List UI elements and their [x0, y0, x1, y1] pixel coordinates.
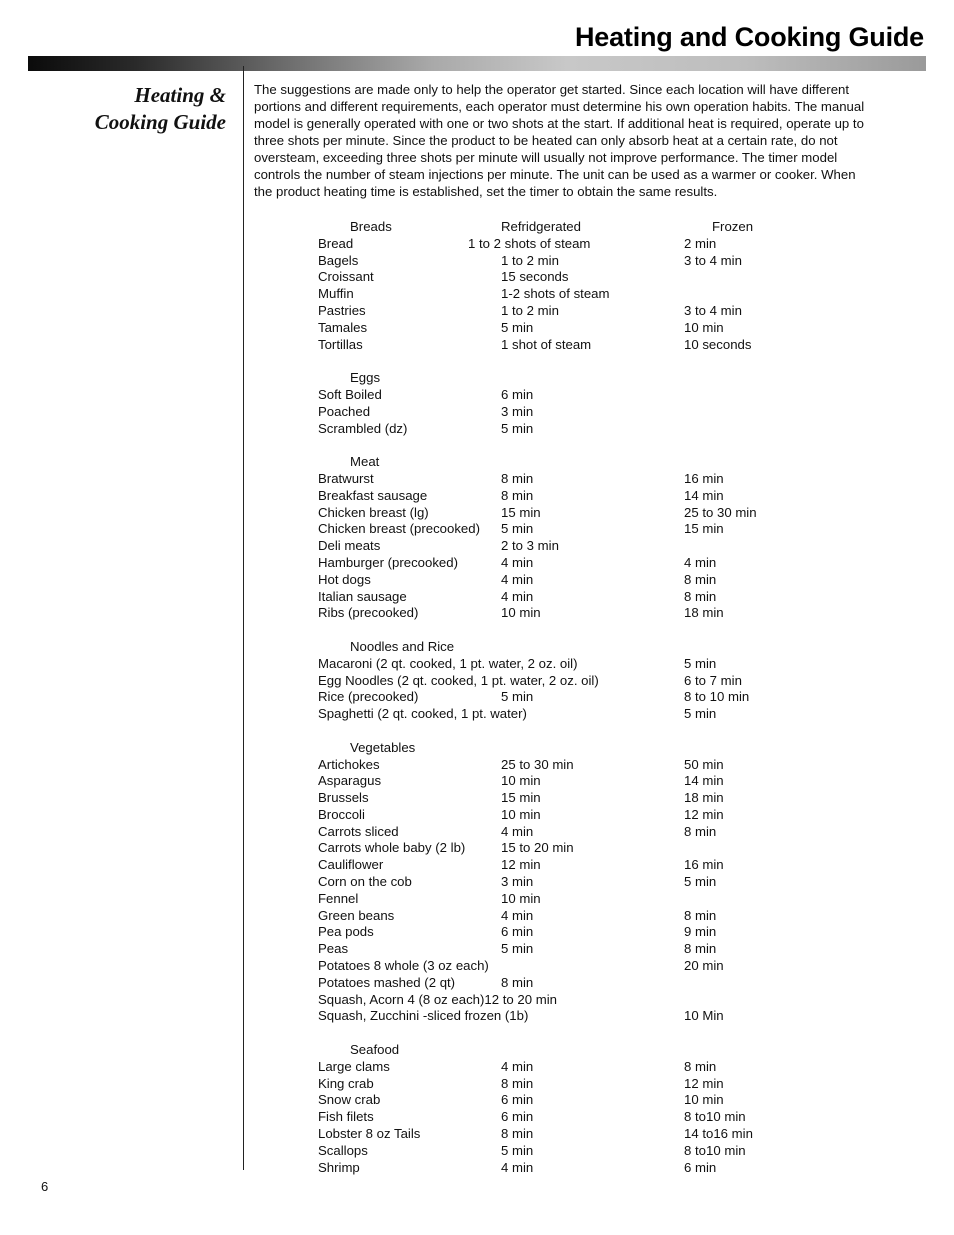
item-name: Bratwurst: [318, 470, 374, 486]
item-frozen: 8 min: [684, 907, 717, 923]
table-row: [318, 404, 918, 421]
item-frozen: 10 seconds: [684, 336, 752, 352]
item-name: Croissant: [318, 269, 374, 285]
item-frozen: 8 min: [684, 941, 717, 957]
item-name: Potatoes mashed (2 qt): [318, 974, 456, 990]
item-refrigerated: 5 min: [501, 420, 534, 436]
table-row: [318, 236, 918, 253]
item-frozen: 14 to16 min: [684, 1126, 753, 1142]
item-refrigerated: 1 to 2 min: [501, 302, 559, 318]
item-name: Muffin: [318, 286, 354, 302]
table-row: [318, 924, 918, 941]
title-gradient-bar: [28, 56, 926, 71]
table-row: [318, 555, 918, 572]
item-name: Egg Noodles (2 qt. cooked, 1 pt. water, 2 oz. oil): [318, 672, 599, 688]
table-row: [318, 840, 918, 857]
section-spacer: [318, 353, 918, 370]
table-row: [318, 1076, 918, 1093]
item-name: Artichokes: [318, 756, 380, 772]
section-header-row: [318, 1042, 918, 1059]
table-row: [318, 471, 918, 488]
section-header-row: [318, 740, 918, 757]
item-refrigerated: 6 min: [501, 1092, 534, 1108]
table-row: [318, 958, 918, 975]
item-name: Carrots sliced: [318, 823, 399, 839]
table-row: [318, 975, 918, 992]
item-frozen: 10 min: [684, 1092, 724, 1108]
table-row: [318, 286, 918, 303]
item-name: King crab: [318, 1075, 374, 1091]
table-row: [318, 874, 918, 891]
table-row: [318, 337, 918, 354]
item-refrigerated: 5 min: [501, 941, 534, 957]
item-refrigerated: 4 min: [501, 588, 534, 604]
item-refrigerated: 25 to 30 min: [501, 756, 574, 772]
table-row: [318, 521, 918, 538]
item-frozen: 14 min: [684, 487, 724, 503]
table-row: [318, 1126, 918, 1143]
table-row: [318, 706, 918, 723]
section-title-noodles: Noodles and Rice: [350, 638, 455, 654]
cooking-guide-table: [318, 219, 918, 1176]
item-refrigerated: 4 min: [501, 823, 534, 839]
table-row: [318, 253, 918, 270]
item-refrigerated: 6 min: [501, 386, 534, 402]
section-title-eggs: Eggs: [350, 370, 381, 386]
side-heading: [95, 82, 226, 136]
item-name: Hot dogs: [318, 571, 371, 587]
item-name: Pastries: [318, 302, 366, 318]
item-name: Lobster 8 oz Tails: [318, 1126, 421, 1142]
table-row: [318, 505, 918, 522]
table-row: [318, 538, 918, 555]
item-name: Carrots whole baby (2 lb): [318, 840, 466, 856]
item-name: Hamburger (precooked): [318, 554, 458, 570]
section-header-row: [318, 639, 918, 656]
table-row: [318, 773, 918, 790]
section-title-vegetables: Vegetables: [350, 739, 416, 755]
table-row: [318, 790, 918, 807]
item-name: Broccoli: [318, 806, 365, 822]
item-frozen: 6 min: [684, 1159, 717, 1175]
item-refrigerated: 6 min: [501, 924, 534, 940]
item-refrigerated: 3 min: [501, 874, 534, 890]
item-refrigerated: 15 min: [501, 504, 541, 520]
item-frozen: 9 min: [684, 924, 717, 940]
side-heading-line1: Heating &: [134, 83, 226, 107]
item-name: Green beans: [318, 907, 395, 923]
item-refrigerated: 5 min: [501, 689, 534, 705]
item-refrigerated: 5 min: [501, 521, 534, 537]
section-title-meat: Meat: [350, 454, 380, 470]
item-refrigerated: 1-2 shots of steam: [501, 286, 610, 302]
item-frozen: 18 min: [684, 790, 724, 806]
item-refrigerated: 8 min: [501, 487, 534, 503]
table-row: [318, 387, 918, 404]
item-name: Poached: [318, 403, 371, 419]
table-row: [318, 891, 918, 908]
item-refrigerated: 2 to 3 min: [501, 538, 559, 554]
item-refrigerated: 10 min: [501, 605, 541, 621]
table-row: [318, 303, 918, 320]
table-row: [318, 1092, 918, 1109]
table-row: [318, 689, 918, 706]
table-row: [318, 673, 918, 690]
item-name: Asparagus: [318, 773, 382, 789]
item-refrigerated: 10 min: [501, 890, 541, 906]
item-name: Potatoes 8 whole (3 oz each): [318, 958, 489, 974]
section-spacer: [318, 723, 918, 740]
item-refrigerated: 4 min: [501, 571, 534, 587]
item-name: Italian sausage: [318, 588, 407, 604]
item-frozen: 20 min: [684, 958, 724, 974]
table-row: [318, 807, 918, 824]
side-heading-line2: Cooking Guide: [94, 110, 226, 134]
item-name: Pea pods: [318, 924, 374, 940]
item-frozen: 15 min: [684, 521, 724, 537]
item-name: Tortillas: [318, 336, 363, 352]
item-name: Squash, Acorn 4 (8 oz each)12 to 20 min: [318, 991, 557, 1007]
item-name: Rice (precooked): [318, 689, 419, 705]
table-row: [318, 421, 918, 438]
table-row: [318, 269, 918, 286]
item-refrigerated: 4 min: [501, 1058, 534, 1074]
section-spacer: [318, 437, 918, 454]
item-name: Scallops: [318, 1142, 368, 1158]
section-header-row: [318, 219, 918, 236]
item-name: Tamales: [318, 319, 368, 335]
item-frozen: 8 min: [684, 571, 717, 587]
item-frozen: 14 min: [684, 773, 724, 789]
item-name: Fish filets: [318, 1109, 374, 1125]
item-name: Chicken breast (lg): [318, 504, 429, 520]
item-refrigerated: 6 min: [501, 1109, 534, 1125]
item-name: Large clams: [318, 1058, 390, 1074]
section-title-seafood: Seafood: [350, 1042, 400, 1058]
item-name: Corn on the cob: [318, 874, 412, 890]
item-name: Bagels: [318, 252, 359, 268]
item-frozen: 8 min: [684, 823, 717, 839]
table-row: [318, 908, 918, 925]
item-frozen: 12 min: [684, 1075, 724, 1091]
item-refrigerated: 8 min: [501, 1075, 534, 1091]
item-name: Brussels: [318, 790, 369, 806]
item-name: Scrambled (dz): [318, 420, 408, 436]
table-row: [318, 572, 918, 589]
item-name: Squash, Zucchini -sliced frozen (1b): [318, 1008, 529, 1024]
item-name: Breakfast sausage: [318, 487, 428, 503]
item-refrigerated: 8 min: [501, 470, 534, 486]
item-frozen: 10 Min: [684, 1008, 724, 1024]
item-refrigerated: 10 min: [501, 806, 541, 822]
item-frozen: 3 to 4 min: [684, 302, 742, 318]
table-row: [318, 1008, 918, 1025]
section-title-breads: Breads: [350, 219, 392, 234]
page-number: 6: [41, 1179, 49, 1194]
table-row: [318, 757, 918, 774]
item-refrigerated: 8 min: [501, 974, 534, 990]
item-frozen: 2 min: [684, 235, 717, 251]
item-refrigerated: 1 to 2 min: [501, 252, 559, 268]
item-frozen: 5 min: [684, 655, 717, 671]
table-row: [318, 656, 918, 673]
item-frozen: 18 min: [684, 605, 724, 621]
table-row: [318, 320, 918, 337]
item-frozen: 16 min: [684, 470, 724, 486]
item-frozen: 8 to 10 min: [684, 689, 750, 705]
item-name: Spaghetti (2 qt. cooked, 1 pt. water): [318, 706, 527, 722]
item-name: Macaroni (2 qt. cooked, 1 pt. water, 2 oz. oil): [318, 655, 578, 671]
table-row: [318, 1160, 918, 1177]
item-refrigerated: 1 shot of steam: [501, 336, 592, 352]
item-refrigerated: 4 min: [501, 554, 534, 570]
item-frozen: 3 to 4 min: [684, 252, 742, 268]
item-name: Chicken breast (precooked): [318, 521, 480, 537]
item-refrigerated: 15 seconds: [501, 269, 569, 285]
column-header-frozen: Frozen: [712, 219, 754, 234]
item-frozen: 50 min: [684, 756, 724, 772]
item-name: Peas: [318, 941, 349, 957]
table-row: [318, 1059, 918, 1076]
item-name: Deli meats: [318, 538, 381, 554]
item-refrigerated: 3 min: [501, 403, 534, 419]
item-refrigerated: 4 min: [501, 907, 534, 923]
intro-paragraph: [254, 81, 866, 200]
item-name: Ribs (precooked): [318, 605, 419, 621]
table-row: [318, 1109, 918, 1126]
item-frozen: 12 min: [684, 806, 724, 822]
section-header-row: [318, 370, 918, 387]
item-frozen: 6 to 7 min: [684, 672, 742, 688]
table-row: [318, 488, 918, 505]
section-spacer: [318, 1025, 918, 1042]
table-row: [318, 1143, 918, 1160]
item-frozen: 8 min: [684, 1058, 717, 1074]
section-spacer: [318, 622, 918, 639]
item-refrigerated: 1 to 2 shots of steam: [468, 235, 591, 251]
item-refrigerated: 10 min: [501, 773, 541, 789]
item-frozen: 8 to10 min: [684, 1142, 746, 1158]
item-frozen: 8 min: [684, 588, 717, 604]
table-row: [318, 992, 918, 1009]
item-name: Shrimp: [318, 1159, 360, 1175]
vertical-divider: [243, 66, 244, 1170]
column-header-refrigerated: Refridgerated: [501, 219, 581, 234]
item-refrigerated: 4 min: [501, 1159, 534, 1175]
item-name: Cauliflower: [318, 857, 384, 873]
table-row: [318, 824, 918, 841]
item-refrigerated: 8 min: [501, 1126, 534, 1142]
item-frozen: 25 to 30 min: [684, 504, 757, 520]
item-refrigerated: 12 min: [501, 857, 541, 873]
table-row: [318, 941, 918, 958]
item-refrigerated: 15 min: [501, 790, 541, 806]
item-frozen: 5 min: [684, 874, 717, 890]
item-name: Soft Boiled: [318, 386, 382, 402]
item-frozen: 16 min: [684, 857, 724, 873]
table-row: [318, 589, 918, 606]
intro-text: The suggestions are made only to help the operator get started. Since each location will have different portions and different requirements, each operator must determine his own operation habits. The manual model is generally operated with one or two shots at the start. If additional heat is required, operate up to three shots per minute. Since the product to be heated can only absorb heat at a certain rate, do not oversteam, exceeding three shots per minute will usually not improve performance. The timer model controls the number of steam injections per minute. The unit can be used as a warmer or cooker. When the product heating time is established, set the timer to obtain the same results.: [254, 82, 865, 199]
item-name: Bread: [318, 235, 354, 251]
table-row: [318, 605, 918, 622]
item-name: Snow crab: [318, 1092, 381, 1108]
item-frozen: 8 to10 min: [684, 1109, 746, 1125]
item-frozen: 10 min: [684, 319, 724, 335]
item-refrigerated: 15 to 20 min: [501, 840, 574, 856]
item-name: Fennel: [318, 890, 359, 906]
section-header-row: [318, 454, 918, 471]
table-row: [318, 857, 918, 874]
item-frozen: 5 min: [684, 706, 717, 722]
page-title: Heating and Cooking Guide: [574, 22, 924, 52]
item-refrigerated: 5 min: [501, 1142, 534, 1158]
item-refrigerated: 5 min: [501, 319, 534, 335]
item-frozen: 4 min: [684, 554, 717, 570]
